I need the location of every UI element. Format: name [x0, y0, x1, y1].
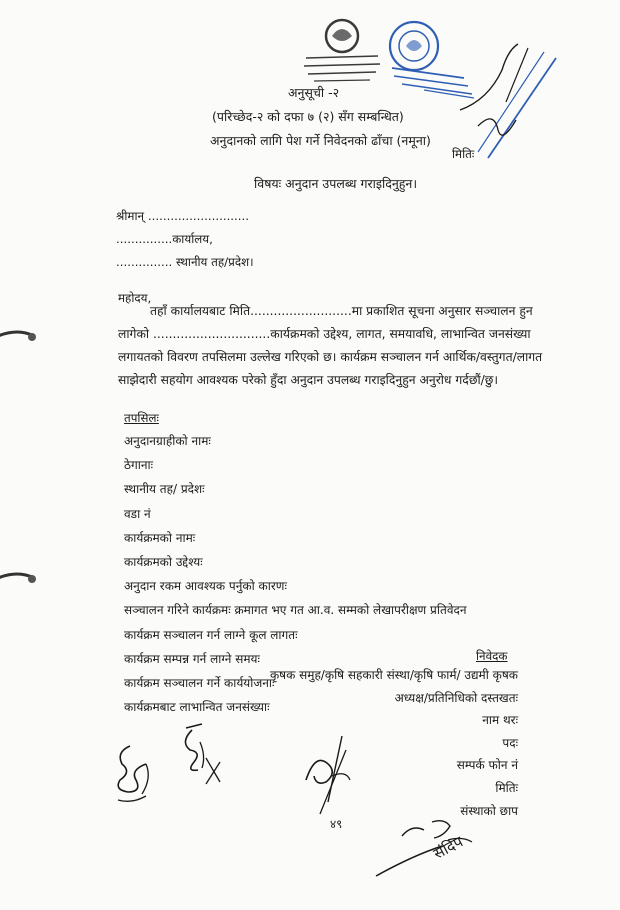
detail-item: वडा नं [124, 506, 151, 521]
detail-item: कार्यक्रमको उद्देश्यः [124, 555, 203, 570]
applicant-type: कृषक समुह/कृषि सहकारी संस्था/कृषि फार्म/ उद्यमी कृषक [269, 668, 518, 682]
initials-text: संदिप [430, 832, 466, 863]
salutation: महोदय, [118, 291, 152, 305]
page-number: ४९ [330, 817, 343, 831]
detail-item: कार्यक्रमबाट लाभान्वित जनसंख्याः [124, 700, 270, 715]
address-line-3: ............... स्थानीय तह/प्रदेश। [116, 255, 254, 269]
detail-item: कार्यक्रम सम्पन्न गर्न लाग्ने समयः [124, 651, 260, 666]
body-paragraph: तहाँ कार्यालयबाट मिति..........................मा प्रकाशित सूचना अनुसार सञ्चालन हुन लागेको ..............................कार्यक्रमको उद्देश्य, लागत, समयावधि, लाभान्वित जनसंख्या लगायतको विवरण तपसिलमा उल्लेख गरिएको छ। कार्यक्रम सञ्चालन गर्न आर्थिक/वस्तुगत/लागत साझेदारी सहयोग आवश्यक परेको हुँदा अनुदान उपलब्ध गराइदिनुहुन अनुरोध गर्दछौं/छु। [118, 304, 543, 387]
binder-ring-top [0, 326, 38, 350]
address-line-2: ...............कार्यालय, [116, 232, 213, 246]
signature-2 [176, 722, 226, 792]
initials-signature [372, 816, 482, 886]
signature-1 [112, 742, 162, 812]
detail-item: अनुदानग्राहीको नामः [124, 434, 211, 448]
address-line-1: श्रीमान् ........................... [116, 209, 250, 223]
annex-number: अनुसूची -२ [288, 85, 340, 100]
detail-item: कार्यक्रम सञ्चालन गर्न लाग्ने कूल लागतः [124, 627, 298, 642]
applicant-date-label: मितिः [495, 780, 518, 795]
detail-item: कार्यक्रमको नामः [124, 530, 196, 545]
detail-item: सञ्चालन गरिने कार्यक्रमः क्रमागत भए गत आ.व. सम्मको लेखापरीक्षण प्रतिवेदन [124, 603, 467, 618]
detail-item: कार्यक्रम सञ्चालन गर्ने कार्ययोजनाः [124, 676, 275, 691]
applicant-heading: निवेदक [476, 649, 508, 663]
letter-subject: विषयः अनुदान उपलब्ध गराइदिनुहुन। [254, 176, 418, 191]
applicant-position-label: पदः [502, 735, 518, 750]
header-date-label: मितिः [452, 147, 475, 161]
organization-seal-label: संस्थाको छाप [460, 803, 518, 818]
binder-ring-bottom [0, 566, 38, 590]
certification-stamp [458, 40, 578, 170]
signature-3 [296, 730, 356, 820]
applicant-name-label: नाम थरः [482, 713, 518, 728]
details-heading: तपसिलः [124, 411, 159, 425]
applicant-signature-label: अध्यक्ष/प्रतिनिधिको दस्तखतः [394, 690, 518, 705]
applicant-phone-label: सम्पर्क फोन नं [456, 758, 518, 773]
detail-item: ठेगानाः [124, 458, 154, 473]
detail-item: अनुदान रकम आवश्यक पर्नुको कारणः [124, 579, 287, 594]
government-emblem-stamp [300, 14, 382, 86]
form-title: अनुदानको लागि पेश गर्ने निवेदनको ढाँचा (नमूना) [210, 133, 431, 148]
chapter-reference: (परिच्छेद-२ को दफा ७ (२) सँग सम्बन्धित) [212, 109, 404, 124]
detail-item: स्थानीय तह/ प्रदेशः [124, 482, 205, 497]
